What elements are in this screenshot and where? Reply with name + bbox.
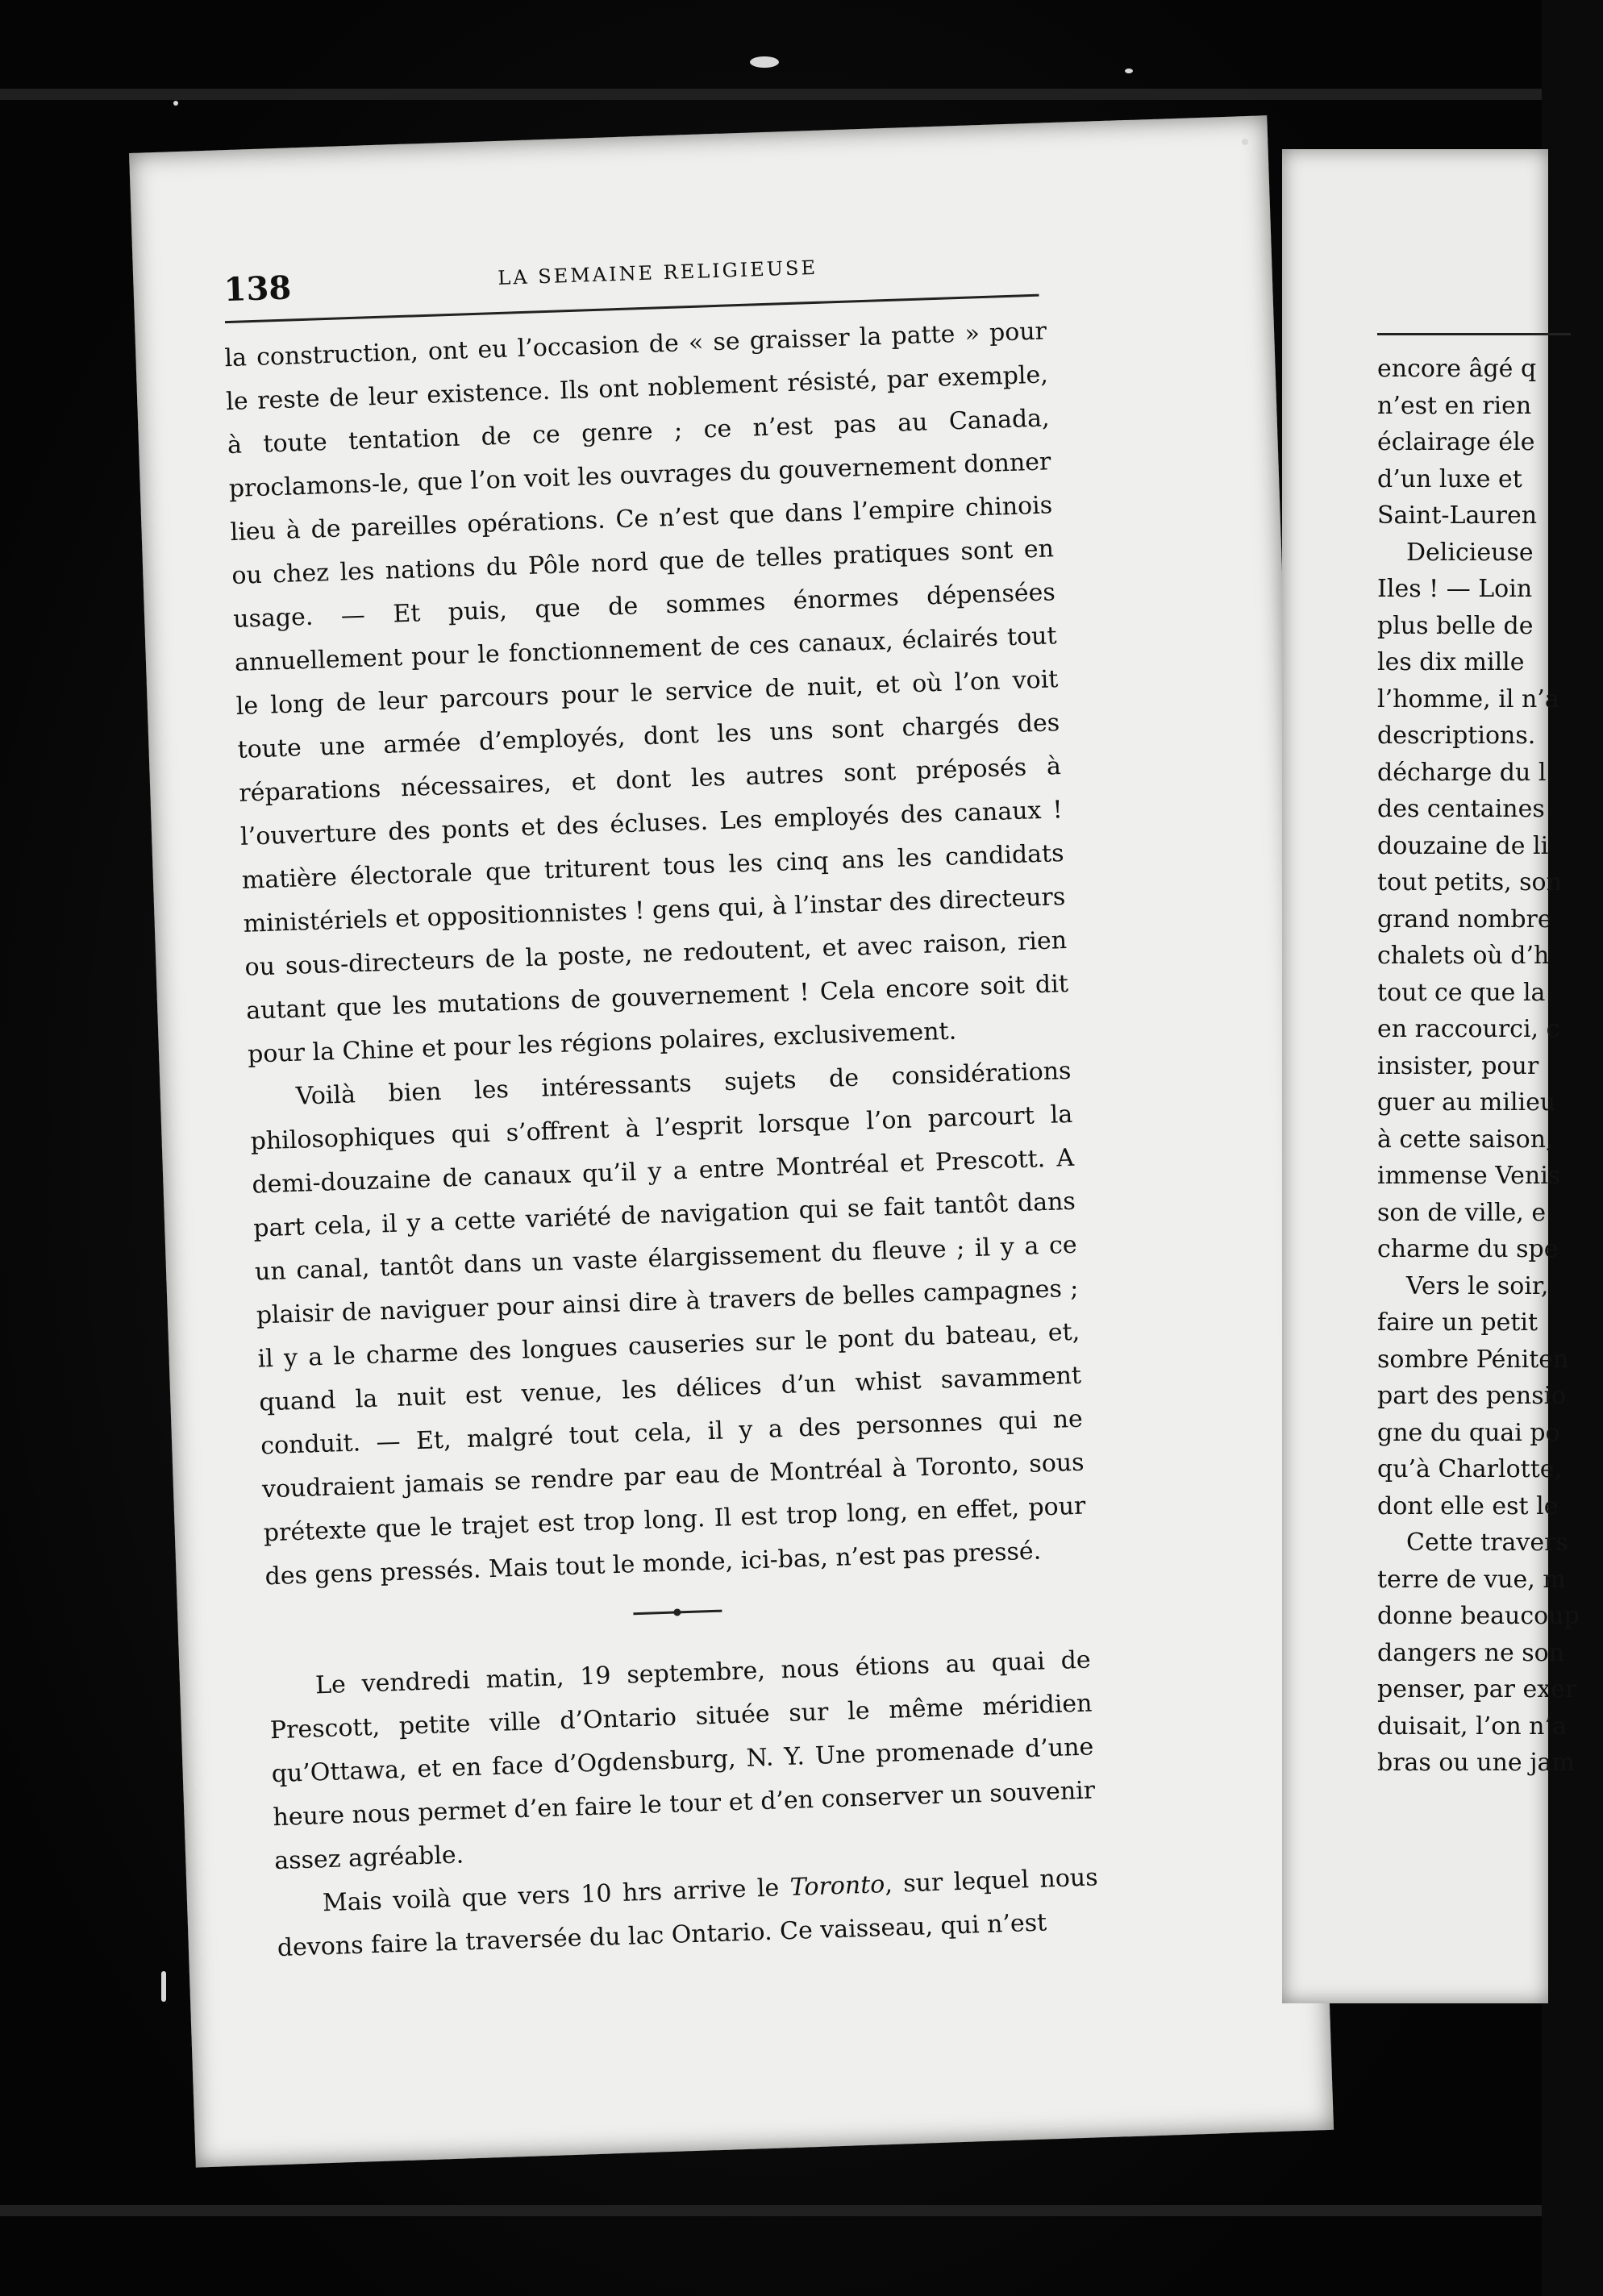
right-page-line: penser, par exer <box>1377 1675 1577 1703</box>
right-page-line: encore âgé q <box>1377 355 1537 383</box>
left-page <box>129 115 1334 2167</box>
right-page-line: faire un petit <box>1377 1308 1538 1337</box>
paragraph-philosophical: Voilà bien les intéressants sujets de considérations philosophiques qui s’offrent à l’esprit lorsque l’on parcourt la demi-douzaine de canaux qu’il y a entre Montréal et Prescott. A part cela, il y a cette variété de navigation qui se fait tantôt dans un canal, tantôt dans un vaste élargissement du fleuve ; il y a ce plaisir de naviguer pour ainsi dire à travers de belles campagnes ; il y a le charme des longues causeries sur le pont du bateau, et, quand la nuit est venue, les délices d’un whist savamment conduit. — Et, malgré tout cela, il y a des personnes qui ne voudraient jamais se rendre par eau de Montréal à Toronto, sous prétexte que le trajet est trop long. Il est trop long, en effet, pour des gens pressés. Mais tout le monde, ici-bas, n’est pas pressé. <box>250 1056 1086 1591</box>
right-page-line: des centaines <box>1377 795 1545 823</box>
right-page-line: donne beaucoup <box>1377 1602 1580 1630</box>
paragraph-prescott: Le vendredi matin, 19 septembre, nous étions au quai de Prescott, petite ville d’Ontario située sur le même méridien qu’Ottawa, et en face d’Ogdensburg, N. Y. Une promenade d’une heure nous permet d’en faire le tour et d’en conserver un souvenir assez agréable. <box>269 1645 1096 1876</box>
right-page-line: Delicieuse <box>1406 538 1534 567</box>
film-edge-bottom <box>0 2205 1542 2216</box>
right-page-line: d’un luxe et <box>1377 464 1522 493</box>
right-page-line: Saint-Lauren <box>1377 501 1538 530</box>
dust-speck <box>1242 139 1248 145</box>
right-page-text <box>1377 351 1603 1782</box>
right-page-line: qu’à Charlotte, <box>1377 1455 1563 1483</box>
dust-speck <box>173 101 178 106</box>
right-page-line: dont elle est le <box>1377 1491 1559 1520</box>
right-page-line: grand nombre <box>1377 905 1552 934</box>
right-page-line: descriptions. <box>1377 722 1536 750</box>
paragraph-continuation: la construction, ont eu l’occasion de « se graisser la patte » pour le reste de leur existence. Ils ont noblement résisté, par exemple, à toute tentation de ce genre ; ce n’est pas au Canada, proclamons-le, que l’on voit les ouvrages du gouvernement donner lieu à de pareilles opérations. Ce n’est que dans l’empire chinois ou chez les nations du Pôle nord que de telles pratiques sont en usage. — Et puis, que de sommes énormes dépensées annuellement pour le fonctionnement de ces canaux, éclairés tout le long de leur parcours pour le service de nuit, et où l’on voit toute une armée d’employés, dont les uns sont chargés des réparations nécessaires, et dont les autres sont préposés à l’ouverture des ponts et des écluses. Les employés des canaux ! matière électorale que triturent tous les cinq ans les candidats ministériels et oppositionnistes ! gens qui, à l’instar des directeurs ou sous-directeurs de la poste, ne redoutent, et avec raison, rien autant que les mutations de gouvernement ! Cela encore soit dit pour la Chine et pour les régions polaires, exclusivement. <box>223 317 1069 1069</box>
right-header-rule <box>1377 333 1571 335</box>
right-page-line: duisait, l’on n’a <box>1377 1712 1567 1741</box>
right-page-line: les dix mille <box>1377 648 1525 676</box>
right-page-line: guer au milieu <box>1377 1088 1556 1117</box>
right-page-line: n’est en rien <box>1377 391 1532 420</box>
right-page-line: tout ce que la <box>1377 978 1546 1007</box>
ship-name: Toronto <box>789 1870 885 1902</box>
right-page-line: insister, pour <box>1377 1051 1539 1080</box>
right-page-line: gne du quai po <box>1377 1418 1560 1447</box>
right-page-line: terre de vue, m <box>1377 1565 1566 1594</box>
right-page-line: part des pensio <box>1377 1382 1567 1410</box>
right-page-line: chalets où d’h <box>1377 942 1550 970</box>
film-edge-top <box>0 89 1542 100</box>
right-page-line: à cette saison, <box>1377 1125 1554 1154</box>
right-page-line: décharge du l <box>1377 758 1547 787</box>
right-page <box>1282 149 1580 2003</box>
right-page-line: dangers ne son <box>1377 1638 1565 1667</box>
dust-speck <box>1125 69 1133 73</box>
right-page-line: immense Venis <box>1377 1162 1561 1190</box>
dust-speck <box>161 1971 166 2002</box>
body-text <box>224 310 1101 1970</box>
right-page-line: douzaine de li <box>1377 831 1549 860</box>
right-page-line: l’homme, il n’a <box>1377 684 1559 713</box>
paragraph-toronto-end: , sur lequel nous devons faire la traversée du lac Ontario. Ce vaisseau, qui n’est <box>277 1863 1099 1963</box>
dust-speck <box>750 56 779 68</box>
right-page-line: bras ou une jam <box>1377 1749 1575 1777</box>
page-number: 138 <box>223 268 292 310</box>
right-page-line: en raccourci, c <box>1377 1015 1560 1043</box>
right-page-line: sombre Péniten <box>1377 1345 1569 1374</box>
running-title: LA SEMAINE RELIGIEUSE <box>497 256 818 289</box>
right-page-line: Iles ! — Loin <box>1377 575 1533 603</box>
right-page-line: son de ville, e <box>1377 1198 1547 1227</box>
right-page-line: plus belle de <box>1377 611 1534 640</box>
right-page-line: charme du spe <box>1377 1235 1559 1263</box>
right-page-line: Cette travers <box>1406 1529 1568 1557</box>
right-page-line: tout petits, son <box>1377 868 1562 896</box>
section-break-ornament <box>633 1610 722 1616</box>
paragraph-toronto-start: Mais voilà que vers 10 hrs arrive le <box>322 1874 791 1918</box>
right-page-line: éclairage éle <box>1377 428 1535 456</box>
right-page-line: Vers le soir, <box>1406 1271 1549 1300</box>
